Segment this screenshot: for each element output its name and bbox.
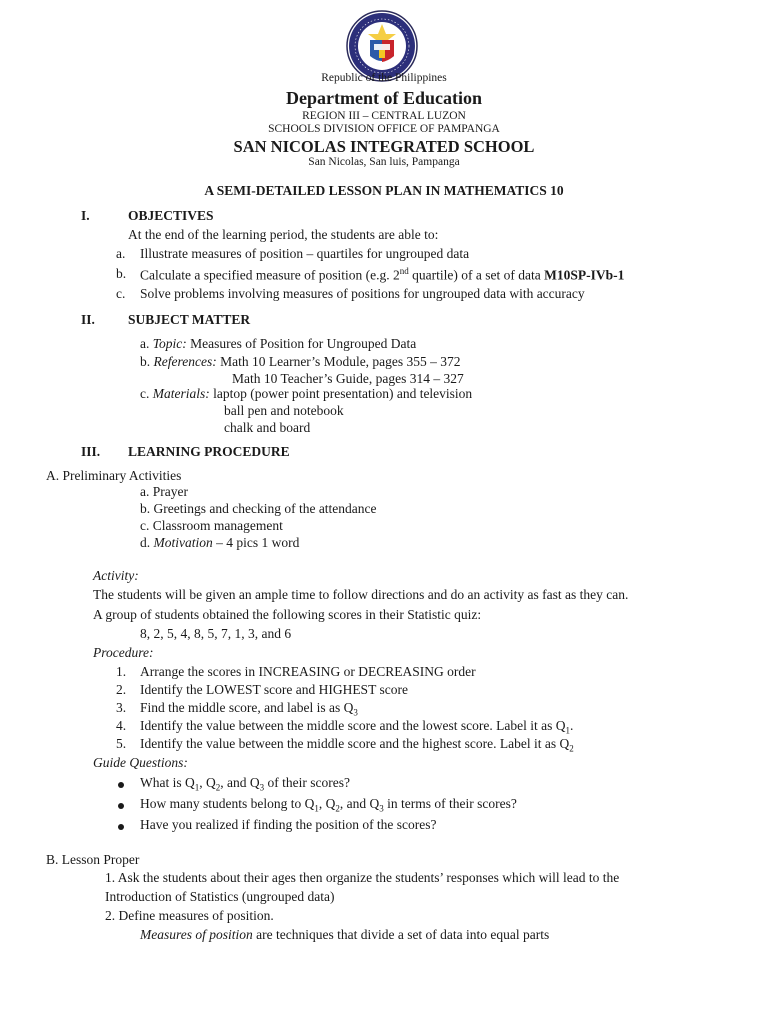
guide-question-1: What is $Q_1$, $Q_2$, and $Q_3$ of their scores? bbox=[140, 775, 350, 793]
bullet-icon bbox=[118, 803, 124, 809]
guide-question-2: How many students belong to $Q_1$, $Q_2$, and $Q_3$ in terms of their scores? bbox=[140, 796, 517, 814]
lesson-item-1-line-2: Introduction of Statistics (ungrouped data) bbox=[105, 889, 335, 904]
school-address: San Nicolas, San luis, Pampanga bbox=[308, 156, 460, 168]
lesson-plan-title: A SEMI-DETAILED LESSON PLAN IN MATHEMATICS 10 bbox=[204, 183, 564, 198]
definition-line: Measures of position are techniques that divide a set of data into equal parts bbox=[140, 927, 550, 942]
lesson-item-1-line-1: 1. Ask the students about their ages then organize the students’ responses which will lead to the bbox=[105, 870, 620, 885]
step-4: Identify the value between the middle score and the lowest score. Label it as $Q_1$. bbox=[140, 718, 574, 736]
objective-a: Illustrate measures of position – quartiles for ungrouped data bbox=[140, 246, 470, 261]
objectives-heading: OBJECTIVES bbox=[128, 208, 214, 223]
step-2: Identify the LOWEST score and HIGHEST score bbox=[140, 682, 408, 697]
objectives-intro: At the end of the learning period, the students are able to: bbox=[128, 227, 439, 242]
materials-line: c. Materials: laptop (power point presentation) and television bbox=[140, 386, 473, 401]
bullet-icon bbox=[118, 782, 124, 788]
definition-term: Measures of position bbox=[140, 927, 253, 942]
preliminary-a: a. Prayer bbox=[140, 484, 188, 499]
competency-code: M10SP-IVb-1 bbox=[544, 267, 625, 283]
objective-b-label: b. bbox=[116, 266, 127, 281]
step-4-number: 4. bbox=[116, 718, 127, 733]
preliminary-c: c. Classroom management bbox=[140, 518, 283, 533]
references-line-2: Math 10 Teacher’s Guide, pages 314 – 327 bbox=[232, 371, 464, 386]
lesson-proper-heading: B. Lesson Proper bbox=[46, 852, 140, 867]
region-line: REGION III – CENTRAL LUZON bbox=[302, 110, 466, 122]
subject-number: II. bbox=[81, 312, 95, 327]
objective-a-label: a. bbox=[116, 246, 126, 261]
step-1: Arrange the scores in INCREASING or DECREASING order bbox=[140, 664, 476, 679]
school-name: SAN NICOLAS INTEGRATED SCHOOL bbox=[233, 137, 535, 156]
materials-line-3: chalk and board bbox=[224, 420, 311, 435]
step-2-number: 2. bbox=[116, 682, 127, 697]
step-1-number: 1. bbox=[116, 664, 127, 679]
guide-questions-label: Guide Questions: bbox=[93, 755, 188, 770]
objective-b: Calculate a specified measure of position (e.g. 2nd quartile) of a set of data M10SP-IVb-1 bbox=[140, 266, 625, 283]
lesson-item-2: 2. Define measures of position. bbox=[105, 908, 274, 923]
guide-question-3: Have you realized if finding the position of the scores? bbox=[140, 817, 437, 832]
step-3: Find the middle score, and label is as $Q_3$ bbox=[140, 700, 358, 718]
scores-list: 8, 2, 5, 4, 8, 5, 7, 1, 3, and 6 bbox=[140, 626, 292, 641]
objectives-number: I. bbox=[81, 208, 90, 223]
preliminary-heading: A. Preliminary Activities bbox=[46, 468, 182, 483]
preliminary-d: d. Motivation – 4 pics 1 word bbox=[140, 535, 300, 550]
republic-line: Republic of the Philippines bbox=[321, 72, 447, 84]
activity-line-1: The students will be given an ample time to follow directions and do an activity as fast as they can. bbox=[93, 587, 629, 602]
references-line: b. References: Math 10 Learner’s Module, pages 355 – 372 bbox=[140, 354, 461, 369]
activity-label: Activity: bbox=[93, 568, 139, 583]
objective-c-label: c. bbox=[116, 286, 126, 301]
department-name: Department of Education bbox=[286, 88, 482, 108]
bullet-icon bbox=[118, 824, 124, 830]
procedure-heading: LEARNING PROCEDURE bbox=[128, 444, 290, 459]
materials-line-2: ball pen and notebook bbox=[224, 403, 344, 418]
step-5-number: 5. bbox=[116, 736, 127, 751]
step-5: Identify the value between the middle score and the highest score. Label it as $Q_2$ bbox=[140, 736, 574, 754]
division-line: SCHOOLS DIVISION OFFICE OF PAMPANGA bbox=[268, 123, 500, 135]
topic-line: a. Topic: Measures of Position for Ungrouped Data bbox=[140, 336, 417, 351]
procedure-label: Procedure: bbox=[93, 645, 154, 660]
step-3-number: 3. bbox=[116, 700, 127, 715]
procedure-number: III. bbox=[81, 444, 101, 459]
objective-c: Solve problems involving measures of positions for ungrouped data with accuracy bbox=[140, 286, 585, 301]
subject-heading: SUBJECT MATTER bbox=[128, 312, 251, 327]
preliminary-b: b. Greetings and checking of the attendance bbox=[140, 501, 377, 516]
activity-line-2: A group of students obtained the following scores in their Statistic quiz: bbox=[93, 607, 482, 622]
